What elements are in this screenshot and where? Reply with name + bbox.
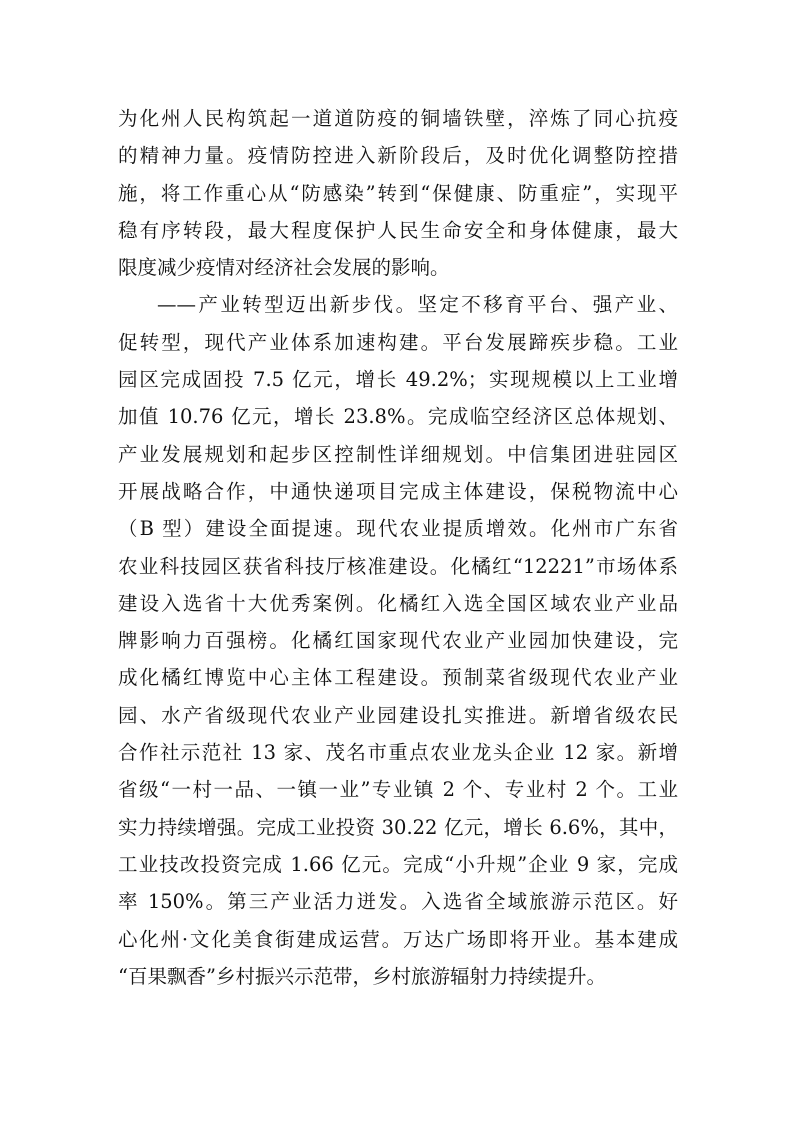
text-line: 的精神力量。疫情防控进入新阶段后，及时优化调整防控措 — [118, 144, 678, 168]
text-line: 牌影响力百强榜。化橘红国家现代农业产业园加快建设，完 — [118, 629, 678, 653]
text-line: 促转型，现代产业体系加速构建。平台发展蹄疾步稳。工业 — [118, 330, 678, 354]
text-line: 合作社示范社 13 家、茂名市重点农业龙头企业 12 家。新增 — [118, 741, 678, 765]
text-line: 园、水产省级现代农业产业园建设扎实推进。新增省级农民 — [118, 703, 678, 727]
text-line: “百果飘香”乡村振兴示范带，乡村旅游辐射力持续提升。 — [118, 964, 606, 988]
text-line: 省级“一村一品、一镇一业”专业镇 2 个、专业村 2 个。工业 — [118, 778, 678, 802]
text-line: 心化州·文化美食街建成运营。万达广场即将开业。基本建成 — [118, 927, 678, 951]
text-line: 施，将工作重心从“防感染”转到“保健康、防重症”，实现平 — [118, 181, 678, 205]
text-line: 建设入选省十大优秀案例。化橘红入选全国区域农业产业品 — [118, 591, 678, 615]
text-line: 开展战略合作，中通快递项目完成主体建设，保税物流中心 — [118, 479, 678, 503]
text-line: 成化橘红博览中心主体工程建设。预制菜省级现代农业产业 — [118, 666, 678, 690]
text-line: 率 150%。第三产业活力迸发。入选省全域旅游示范区。好 — [118, 890, 678, 914]
text-line: 农业科技园区获省科技厅核准建设。化橘红“12221”市场体系 — [118, 554, 678, 578]
body-text — [118, 100, 678, 995]
text-line: 为化州人民构筑起一道道防疫的铜墙铁壁，淬炼了同心抗疫 — [118, 107, 678, 130]
text-line: 稳有序转段，最大程度保护人民生命安全和身体健康，最大 — [118, 218, 678, 242]
text-line: 限度减少疫情对经济社会发展的影响。 — [118, 256, 450, 280]
text-line: 工业技改投资完成 1.66 亿元。完成“小升规”企业 9 家，完成 — [118, 852, 678, 876]
section-heading-line: ——产业转型迈出新步伐。坚定不移育平台、强产业、 — [157, 293, 678, 317]
text-line: 产业发展规划和起步区控制性详细规划。中信集团进驻园区 — [118, 442, 678, 466]
text-line: 园区完成固投 7.5 亿元，增长 49.2%；实现规模以上工业增 — [118, 368, 678, 392]
text-line: （B 型）建设全面提速。现代农业提质增效。化州市广东省 — [118, 517, 678, 541]
text-line: 实力持续增强。完成工业投资 30.22 亿元，增长 6.6%，其中， — [118, 815, 678, 839]
text-line: 加值 10.76 亿元，增长 23.8%。完成临空经济区总体规划、 — [118, 405, 678, 429]
